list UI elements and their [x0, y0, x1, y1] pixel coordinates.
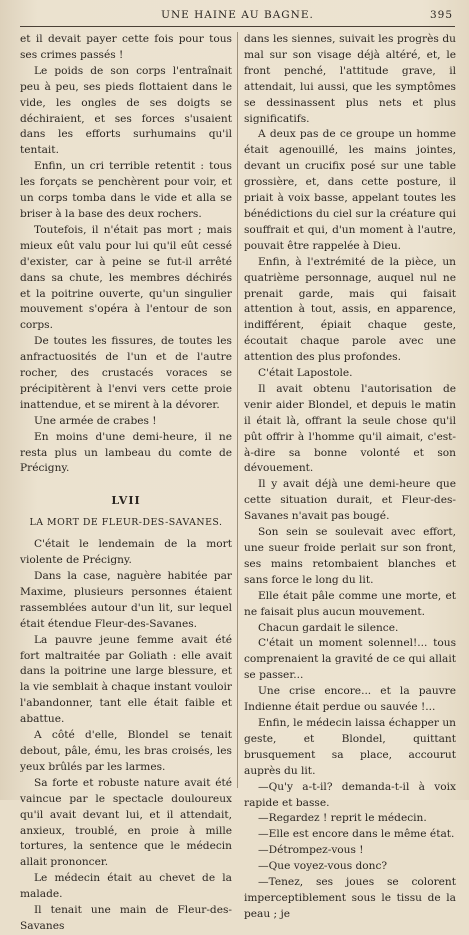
paragraph: C'était le lendemain de la mort violente de Précigny. — [20, 538, 232, 567]
paragraph: Dans la case, naguère habitée par Maxime, plusieurs personnes étaient rassemblées autour d'un lit, sur lequel était étendue Fleur-des-Savanes. — [20, 570, 232, 630]
left-column — [20, 32, 232, 932]
paragraph: Elle était pâle comme une morte, et ne faisait plus aucun mouvement. — [244, 589, 456, 618]
paragraph: Son sein se soulevait avec effort, une sueur froide perlait sur son front, ses mains retombaient blanches et sans force le long du lit. — [244, 526, 456, 586]
paragraph: Enfin, le médecin laissa échapper un geste, et Blondel, quittant brusquement sa place, accourut auprès du lit. — [244, 716, 456, 777]
paragraph: Il avait obtenu l'autorisation de venir aider Blondel, et depuis le matin il était là, offrant la seule chose qu'il pût offrir à l'homme qu'il aimait, c'est-à-dire sa bonne volonté et son dévouement. — [244, 382, 456, 475]
paragraph: La pauvre jeune femme avait été fort maltraitée par Goliath : elle avait dans la poitrine une large blessure, et la vie semblait à chaque instant vouloir l'abandonner, tant elle était faible et abattue. — [20, 633, 232, 726]
paragraph: Enfin, à l'extrémité de la pièce, un quatrième personnage, auquel nul ne prenait garde, mais qui faisait attention à tout, assis, en apparence, indifférent, épiait chaque geste, écoutait chaque parole avec une attention des plus profondes. — [244, 255, 456, 364]
paragraph: dans les siennes, suivait les progrès du mal sur son visage déjà altéré, et, le front penché, l'attitude grave, il attendait, lui aussi, que les symptômes se dessinassent plus nets et plus significatifs. — [244, 33, 456, 125]
paragraph: Enfin, un cri terrible retentit : tous les forçats se penchèrent pour voir, et un corps tomba dans le vide et alla se briser à la base des deux rochers. — [20, 160, 232, 220]
text-columns — [20, 32, 456, 932]
paragraph: De toutes les fissures, de toutes les anfractuosités de l'un et de l'autre rocher, des crustacés voraces se précipitèrent à l'envi vers cette proie inattendue, et se mirent à la dévorer. — [20, 335, 232, 411]
header-rule — [20, 26, 455, 27]
dialogue-line: —Elle est encore dans le même état. — [258, 828, 455, 841]
paragraph: et il devait payer cette fois pour tous ses crimes passés ! — [20, 33, 232, 61]
paragraph: C'était Lapostole. — [258, 367, 353, 380]
running-title: UNE HAINE AU BAGNE. — [161, 9, 314, 21]
paragraph: Une armée de crabes ! — [34, 414, 157, 427]
paragraph: A côté d'elle, Blondel se tenait debout, pâle, ému, les bras croisés, les yeux brûlés par les larmes. — [20, 729, 232, 773]
paragraph: Le médecin était au chevet de la malade. — [20, 872, 232, 901]
paragraph: Il tenait une main de Fleur-des-Savanes — [20, 904, 232, 932]
paragraph: C'était un moment solennel!... tous comprenaient la gravité de ce qui allait se passer... — [244, 637, 456, 682]
running-head — [20, 9, 455, 25]
right-column — [244, 32, 456, 920]
dialogue-line: —Détrompez-vous ! — [258, 844, 364, 857]
paragraph: A deux pas de ce groupe un homme était agenouillé, les mains jointes, devant un crucifix posé sur une table grossière, et, dans cette posture, il priait à voix basse, appelant toutes les bénédictions du ciel sur la créature qui souffrait et qui, d'un moment à l'autre, pouvait être rappelée à Dieu. — [244, 128, 456, 252]
column-divider — [237, 32, 238, 788]
paragraph: Toutefois, il n'était pas mort ; mais mieux eût valu pour lui qu'il eût cessé d'exister, car à peine se fut-il arrêté dans sa chute, les membres déchirés et la poitrine ouverte, qu'un singulier mouvement s'opéra à l'entour de son corps. — [20, 223, 232, 332]
page-number: 395 — [429, 9, 453, 21]
dialogue-line: —Tenez, ses joues se colorent imperceptiblement sous le tissu de la peau ; je — [244, 876, 456, 920]
paragraph: Sa forte et robuste nature avait été vaincue par le spectacle douloureux qu'il avait devant lui, et il attendait, anxieux, troublé, en proie à mille tortures, la sentence que le médecin allait prononcer. — [20, 776, 232, 869]
dialogue-line: —Qu'y a-t-il? demanda-t-il à voix rapide et basse. — [244, 780, 456, 809]
chapter-title: LA MORT DE FLEUR-DES-SAVANES. — [29, 517, 223, 529]
dialogue-line: —Que voyez-vous donc? — [258, 860, 388, 873]
paragraph: Le poids de son corps l'entraînait peu à peu, ses pieds flottaient dans le vide, les ongles de ses doigts se déchiraient, et ses forces s'usaient dans les efforts surhumains qu'il tentait. — [20, 64, 232, 157]
dialogue-line: —Regardez ! reprit le médecin. — [258, 812, 427, 825]
paragraph: Il y avait déjà une demi-heure que cette situation durait, et Fleur-des-Savanes n'avait pas bougé. — [244, 478, 456, 523]
paragraph: En moins d'une demi-heure, il ne resta plus un lambeau du comte de Précigny. — [20, 430, 232, 475]
paragraph: Une crise encore... et la pauvre Indienne était perdue ou sauvée !... — [244, 685, 456, 714]
paragraph: Chacun gardait le silence. — [258, 621, 399, 634]
chapter-number: LVII — [111, 494, 141, 508]
